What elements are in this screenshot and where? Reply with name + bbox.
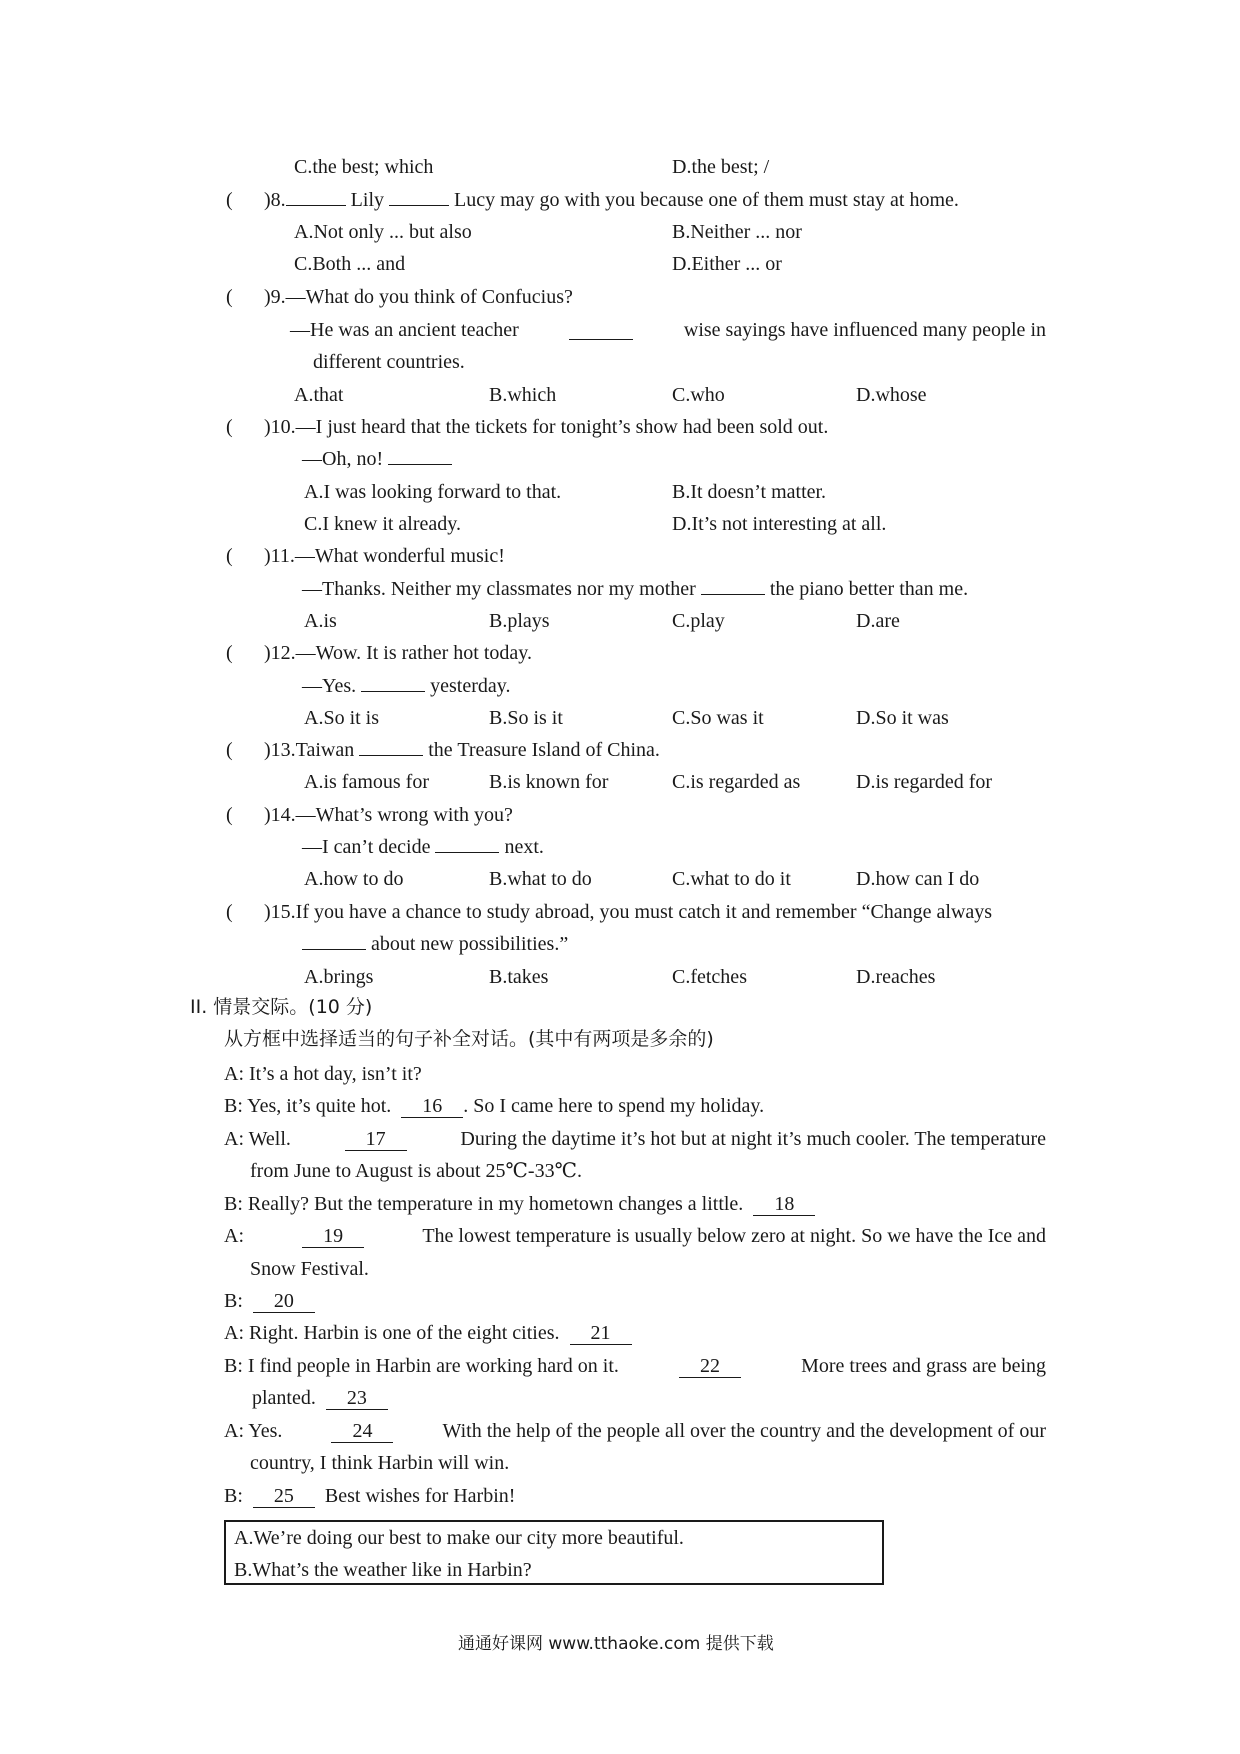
q11-option-b: B.plays	[489, 610, 550, 632]
q10-option-c: C.I knew it already.	[304, 513, 461, 535]
q12-stem	[264, 643, 532, 663]
q15-paren-open: (	[226, 901, 233, 923]
q12-paren-open: (	[226, 642, 233, 664]
q13-option-a: A.is famous for	[304, 771, 429, 793]
q11-question: —What wonderful music!	[294, 545, 505, 567]
q15-option-c: C.fetches	[672, 966, 747, 988]
blank-25: 25	[253, 1486, 315, 1508]
q13-stem-pre: Taiwan	[295, 739, 355, 761]
q14-question: —What’s wrong with you?	[295, 804, 513, 826]
q9-number: )9.	[264, 286, 286, 308]
q11-option-c: C.play	[672, 610, 725, 632]
dialogue-line-7-pre: A: Right. Harbin is one of the eight cities.	[224, 1322, 560, 1344]
q12-resp-pre: —Yes.	[302, 675, 357, 697]
q11-response	[302, 579, 968, 599]
blank-22: 22	[679, 1356, 741, 1378]
dialogue-line-10-pre: B:	[224, 1485, 243, 1507]
q8-option-c: C.Both ... and	[294, 253, 406, 275]
q11-option-d: D.are	[856, 610, 900, 632]
q9-question: —What do you think of Confucius?	[285, 286, 573, 308]
q11-paren-open: (	[226, 545, 233, 567]
q10-option-d: D.It’s not interesting at all.	[672, 513, 887, 535]
dialogue-line-3-cont: from June to August is about 25℃-33℃.	[250, 1160, 582, 1182]
q12-question: —Wow. It is rather hot today.	[295, 642, 532, 664]
dialogue-line-4-pre: B: Really? But the temperature in my hometown changes a little.	[224, 1193, 744, 1215]
q11-resp-pre: —Thanks. Neither my classmates nor my mother	[302, 578, 696, 600]
q13-stem	[264, 740, 660, 760]
dialogue-line-8-cont	[252, 1388, 388, 1410]
blank-17: 17	[345, 1129, 407, 1151]
q14-stem	[264, 805, 513, 825]
q15-stem	[264, 902, 992, 922]
blank-18: 18	[753, 1194, 815, 1216]
q8-stem	[264, 190, 959, 210]
dialogue-line-8-cont-text: planted.	[252, 1387, 316, 1409]
dialogue-line-5	[224, 1226, 1046, 1248]
dialogue-line-6-pre: B:	[224, 1290, 243, 1312]
dialogue-line-9-pre: A: Yes.	[224, 1420, 283, 1442]
q10-stem	[264, 417, 828, 437]
q11-option-a: A.is	[304, 610, 337, 632]
q15-question: If you have a chance to study abroad, you must catch it and remember “Change always	[295, 901, 993, 923]
dialogue-line-10-post: Best wishes for Harbin!	[324, 1485, 516, 1507]
q14-option-c: C.what to do it	[672, 868, 791, 890]
q12-option-d: D.So it was	[856, 707, 949, 729]
dialogue-line-9	[224, 1421, 1046, 1443]
dialogue-line-5-cont: Snow Festival.	[250, 1258, 369, 1280]
q11-blank	[701, 593, 765, 595]
q12-response	[302, 676, 510, 696]
q8-option-a: A.Not only ... but also	[294, 221, 472, 243]
q10-response	[302, 449, 452, 469]
q13-option-d: D.is regarded for	[856, 771, 993, 793]
q8-blank-2	[389, 204, 449, 206]
q10-paren-open: (	[226, 416, 233, 438]
q12-resp-post: yesterday.	[430, 675, 511, 697]
q10-resp-pre: —Oh, no!	[302, 448, 384, 470]
q10-number: )10.	[264, 416, 296, 438]
blank-23: 23	[326, 1388, 388, 1410]
dialogue-line-8-pre: B: I find people in Harbin are working hard on it.	[224, 1355, 619, 1377]
q12-number: )12.	[264, 642, 296, 664]
q12-blank	[361, 690, 425, 692]
dialogue-line-7	[224, 1323, 632, 1345]
q14-option-b: B.what to do	[489, 868, 592, 890]
q7-option-d: D.the best; /	[672, 156, 770, 178]
q11-number: )11.	[264, 545, 295, 567]
q12-option-c: C.So was it	[672, 707, 764, 729]
q15-blank	[302, 948, 366, 950]
blank-16: 16	[401, 1096, 463, 1118]
q9-option-a: A.that	[294, 384, 344, 406]
dialogue-line-3	[224, 1129, 1046, 1151]
q9-option-c: C.who	[672, 384, 725, 406]
dialogue-line-8	[224, 1356, 1046, 1378]
q9-response	[290, 320, 1046, 340]
q13-blank	[359, 754, 423, 756]
page-footer: 通通好课网 www.tthaoke.com 提供下载	[458, 1634, 774, 1654]
q10-blank	[388, 463, 452, 465]
q9-resp-post: wise sayings have influenced many people in	[683, 319, 1046, 341]
q12-option-a: A.So it is	[304, 707, 380, 729]
q14-paren-open: (	[226, 804, 233, 826]
q8-option-d: D.Either ... or	[672, 253, 782, 275]
q14-option-d: D.how can I do	[856, 868, 980, 890]
q9-blank	[569, 320, 633, 340]
q7-option-c: C.the best; which	[294, 156, 434, 178]
dialogue-line-5-post: The lowest temperature is usually below zero at night. So we have the Ice and	[422, 1225, 1046, 1247]
blank-24: 24	[331, 1421, 393, 1443]
q9-resp-pre: —He was an ancient teacher	[290, 319, 519, 341]
q14-option-a: A.how to do	[304, 868, 404, 890]
blank-19: 19	[302, 1226, 364, 1248]
q9-resp-cont: different countries.	[313, 351, 465, 373]
q8-mid: Lily	[350, 189, 385, 211]
q15-option-a: A.brings	[304, 966, 374, 988]
box-option-a: A.We’re doing our best to make our city more beautiful.	[234, 1527, 684, 1549]
q8-blank-1	[286, 204, 346, 206]
q11-resp-post: the piano better than me.	[769, 578, 969, 600]
section-2-heading: II. 情景交际。(10 分)	[190, 996, 373, 1018]
q13-option-b: B.is known for	[489, 771, 609, 793]
q14-resp-pre: —I can’t decide	[302, 836, 431, 858]
q8-paren-open: (	[226, 189, 233, 211]
q15-cont	[302, 934, 568, 954]
dialogue-line-4	[224, 1194, 815, 1216]
q15-option-b: B.takes	[489, 966, 549, 988]
q15-cont-post: about new possibilities.”	[371, 933, 569, 955]
dialogue-line-2-post: . So I came here to spend my holiday.	[463, 1095, 765, 1117]
blank-20: 20	[253, 1291, 315, 1313]
box-option-b: B.What’s the weather like in Harbin?	[234, 1559, 532, 1581]
q10-option-a: A.I was looking forward to that.	[304, 481, 562, 503]
q13-option-c: C.is regarded as	[672, 771, 801, 793]
q12-option-b: B.So is it	[489, 707, 563, 729]
q15-option-d: D.reaches	[856, 966, 936, 988]
q9-option-d: D.whose	[856, 384, 927, 406]
q10-question: —I just heard that the tickets for tonight’s show had been sold out.	[295, 416, 829, 438]
q14-blank	[435, 851, 499, 853]
q11-stem	[264, 546, 505, 566]
dialogue-line-2-pre: B: Yes, it’s quite hot.	[224, 1095, 392, 1117]
dialogue-line-6	[224, 1291, 315, 1313]
dialogue-line-9-cont: country, I think Harbin will win.	[250, 1452, 510, 1474]
q13-paren-open: (	[226, 739, 233, 761]
q14-number: )14.	[264, 804, 296, 826]
q9-stem	[264, 287, 573, 307]
q8-option-b: B.Neither ... nor	[672, 221, 802, 243]
q13-stem-post: the Treasure Island of China.	[428, 739, 660, 761]
dialogue-line-5-pre: A:	[224, 1225, 244, 1247]
q8-tail: Lucy may go with you because one of them must stay at home.	[454, 189, 959, 211]
dialogue-line-2	[224, 1096, 764, 1118]
dialogue-line-1: A: It’s a hot day, isn’t it?	[224, 1063, 422, 1085]
q14-resp-post: next.	[504, 836, 544, 858]
q9-option-b: B.which	[489, 384, 557, 406]
q15-number: )15.	[264, 901, 296, 923]
q8-number: )8.	[264, 189, 286, 211]
dialogue-line-8-post: More trees and grass are being	[801, 1355, 1046, 1377]
q14-response	[302, 837, 544, 857]
dialogue-line-3-pre: A: Well.	[224, 1128, 291, 1150]
dialogue-line-3-post: During the daytime it’s hot but at night it’s much cooler. The temperature	[460, 1128, 1046, 1150]
section-2-instruction: 从方框中选择适当的句子补全对话。(其中有两项是多余的)	[224, 1028, 714, 1050]
q10-option-b: B.It doesn’t matter.	[672, 481, 827, 503]
dialogue-line-9-post: With the help of the people all over the country and the development of our	[442, 1420, 1046, 1442]
dialogue-line-10	[224, 1486, 515, 1508]
q13-number: )13.	[264, 739, 296, 761]
blank-21: 21	[570, 1323, 632, 1345]
q9-paren-open: (	[226, 286, 233, 308]
